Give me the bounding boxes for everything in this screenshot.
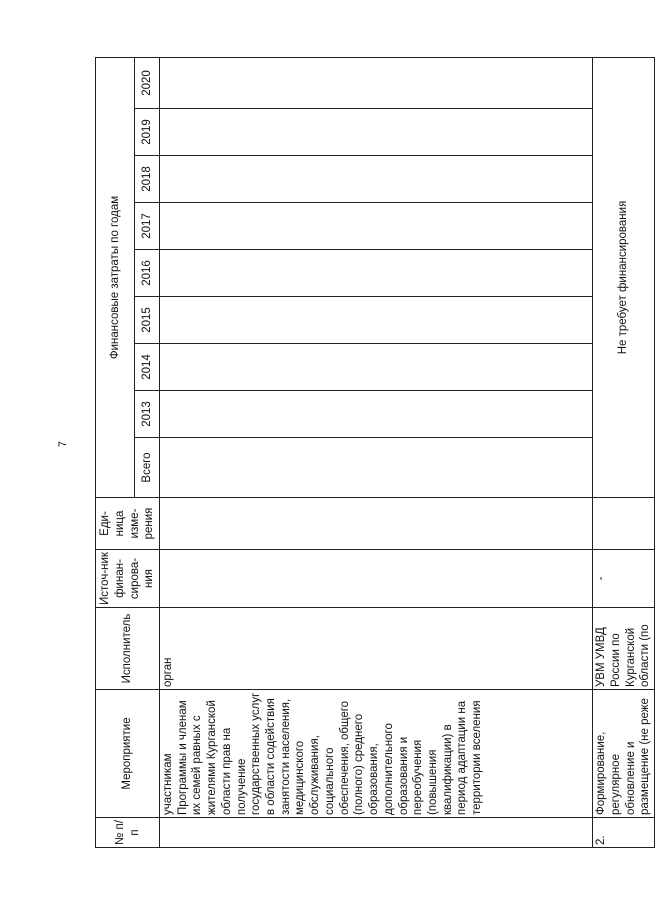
row1-unit — [160, 498, 593, 550]
table-row — [160, 57, 593, 847]
rotated-table-container — [95, 58, 655, 848]
row1-total — [160, 438, 593, 498]
row1-2016 — [160, 250, 593, 297]
row1-2019 — [160, 109, 593, 156]
row1-2015 — [160, 297, 593, 344]
row1-2020 — [160, 57, 593, 108]
page-number: 7 — [57, 440, 70, 448]
row2-activity: Формирование, регулярное обновление и размещение (не реже — [593, 690, 655, 818]
header-year-2013: 2013 — [135, 391, 160, 438]
header-year-2019: 2019 — [135, 109, 160, 156]
header-funding-source: Источ-ник финан-сирова-ния — [96, 550, 160, 608]
header-financial-costs: Финансовые затраты по годам — [96, 57, 135, 497]
header-year-2017: 2017 — [135, 203, 160, 250]
row1-2014 — [160, 344, 593, 391]
row1-executor: орган — [160, 608, 593, 690]
program-activities-table — [95, 57, 655, 848]
row1-num — [160, 818, 593, 848]
row1-2013 — [160, 391, 593, 438]
header-year-2018: 2018 — [135, 156, 160, 203]
row1-source — [160, 550, 593, 608]
row1-2017 — [160, 203, 593, 250]
header-executor: Исполнитель — [96, 608, 160, 690]
row1-2018 — [160, 156, 593, 203]
header-unit: Еди-ница изме-рения — [96, 498, 160, 550]
row2-unit — [593, 498, 655, 550]
header-year-2020: 2020 — [135, 57, 160, 108]
row2-source: - — [593, 550, 655, 608]
row2-executor: УВМ УМВД России по Курганской области (по — [593, 608, 655, 690]
row2-num: 2. — [593, 818, 655, 848]
header-year-2014: 2014 — [135, 344, 160, 391]
header-year-2015: 2015 — [135, 297, 160, 344]
header-total: Всего — [135, 438, 160, 498]
row2-funding-note: Не требует финансирования — [593, 57, 655, 497]
row1-activity: участникам Программы и членам их семей равных с жителями Курганской области прав на получение государственных услуг в области содействия занятости населения, медицинского обслуживания, социального обеспечения, общего (полного) среднего образования, дополнительного образования и переобучения (повышения квалификации) в период адаптации на территории вселения — [160, 690, 593, 818]
header-activity: Мероприятие — [96, 690, 160, 818]
header-year-2016: 2016 — [135, 250, 160, 297]
table-row — [593, 57, 655, 847]
header-num: № п/п — [96, 818, 160, 848]
